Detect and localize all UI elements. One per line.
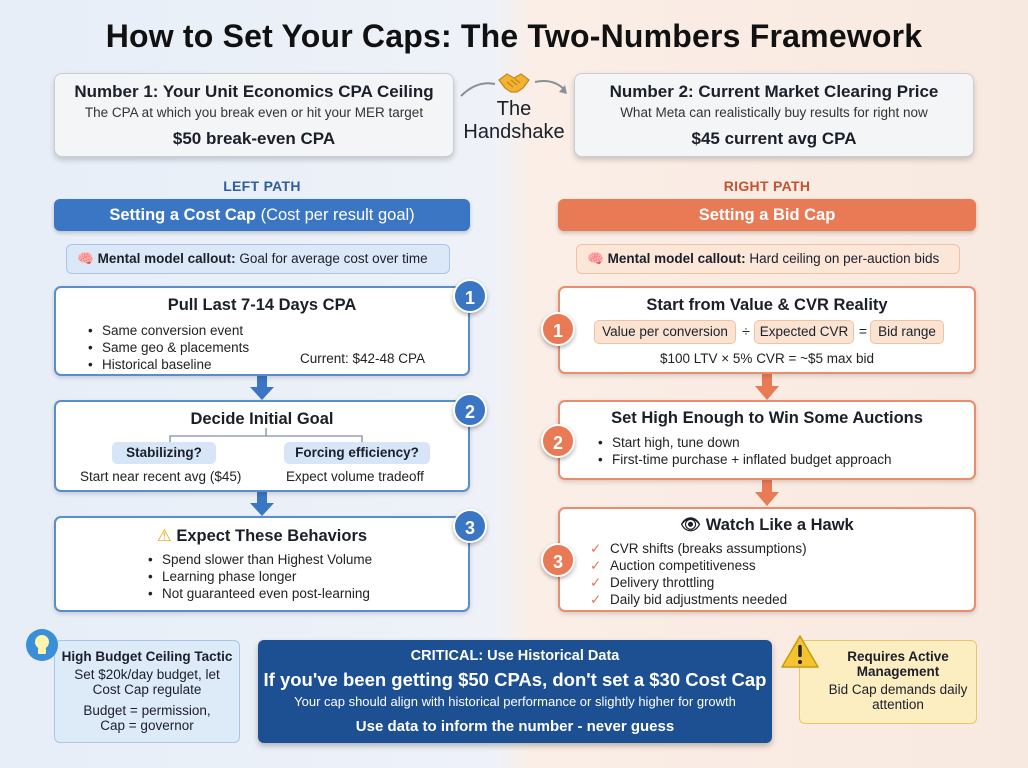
bid-cap-banner-title: Setting a Bid Cap <box>698 206 836 224</box>
tactic-line3: Budget = permission, <box>83 703 211 718</box>
number2-card <box>574 73 974 157</box>
list-item: • Not guaranteed even post-learning <box>148 585 372 602</box>
number1-value: $50 break-even CPA <box>172 129 336 148</box>
expected-cvr-pill: Expected CVR <box>754 320 854 344</box>
right-step-2-bullets <box>598 434 892 468</box>
left-callout-label: Mental model callout: <box>97 251 236 266</box>
critical-sub: Your cap should align with historical performance or slightly higher for growth <box>294 694 736 709</box>
list-item: • Same conversion event <box>88 322 249 339</box>
left-step-1-number: 1 <box>453 279 487 313</box>
left-step-3-heading-row <box>56 526 468 546</box>
left-path-label: LEFT PATH <box>223 178 301 194</box>
stabilizing-option: Stabilizing? <box>112 442 216 464</box>
list-item: • Learning phase longer <box>148 568 372 585</box>
number2-heading: Number 2: Current Market Clearing Price <box>609 82 939 101</box>
management-line2: attention <box>872 697 924 712</box>
list-item: • First-time purchase + inflated budget approach <box>598 451 892 468</box>
brain-icon: 🧠 <box>587 251 604 266</box>
active-management-box <box>799 640 977 724</box>
right-down-arrow-2 <box>753 479 781 507</box>
bid-formula: $100 LTV × 5% CVR = ~$5 max bid <box>660 351 874 366</box>
high-budget-tactic-box <box>54 640 240 743</box>
right-step-1-heading: Start from Value & CVR Reality <box>646 296 888 314</box>
left-step-3-number: 3 <box>453 509 487 543</box>
right-step-2 <box>558 400 976 480</box>
cost-cap-banner-title: Setting a Cost Cap <box>109 206 257 224</box>
left-mental-model-callout <box>66 244 450 274</box>
divide-operator: ÷ <box>742 323 750 339</box>
forcing-efficiency-option: Forcing efficiency? <box>284 442 430 464</box>
right-step-3-bullets <box>590 540 807 608</box>
list-item: • Start high, tune down <box>598 434 892 451</box>
brain-icon: 🧠 <box>77 251 94 266</box>
critical-heading: CRITICAL: Use Historical Data <box>410 648 620 664</box>
tactic-line1: Set $20k/day budget, let <box>74 667 220 682</box>
left-step-1-current: Current: $42-48 CPA <box>300 351 426 366</box>
value-per-conversion-pill: Value per conversion <box>594 320 736 344</box>
left-down-arrow-2 <box>248 491 276 517</box>
tactic-line2: Cost Cap regulate <box>92 682 202 697</box>
right-step-2-heading: Set High Enough to Win Some Auctions <box>611 409 923 427</box>
cost-cap-banner <box>54 199 470 231</box>
warning-icon <box>780 634 820 670</box>
bid-cap-banner <box>558 199 976 231</box>
cost-cap-banner-subtitle: (Cost per result goal) <box>256 206 415 224</box>
list-item: ✓ CVR shifts (breaks assumptions) <box>590 540 807 557</box>
left-down-arrow-1 <box>248 375 276 401</box>
right-step-3-heading-row <box>560 516 974 535</box>
right-step-1 <box>558 286 976 374</box>
right-callout-label: Mental model callout: <box>607 251 746 266</box>
left-step-3-heading: Expect These Behaviors <box>176 527 368 545</box>
right-mental-model-callout <box>576 244 960 274</box>
number1-subtitle: The CPA at which you break even or hit your MER target <box>84 105 424 120</box>
handshake-label <box>452 98 576 144</box>
equals-operator: = <box>858 323 868 339</box>
forcing-efficiency-text: Expect volume tradeoff <box>286 469 424 484</box>
management-heading-2: Management <box>856 664 940 679</box>
list-item: ✓ Daily bid adjustments needed <box>590 591 807 608</box>
right-step-3-heading: Watch Like a Hawk <box>705 516 854 534</box>
number1-card <box>54 73 454 157</box>
critical-main: If you've been getting $50 CPAs, don't set a $30 Cost Cap <box>263 669 767 690</box>
handshake-icon <box>497 70 531 96</box>
critical-footer: Use data to inform the number - never guess <box>355 718 675 735</box>
list-item: ✓ Delivery throttling <box>590 574 807 591</box>
handshake-line2: Handshake <box>463 121 565 143</box>
number2-subtitle: What Meta can realistically buy results for right now <box>620 105 928 120</box>
left-callout-text: Goal for average cost over time <box>235 251 428 266</box>
left-step-2-number: 2 <box>453 393 487 427</box>
list-item: ✓ Auction competitiveness <box>590 557 807 574</box>
management-line1: Bid Cap demands daily <box>828 682 968 697</box>
tactic-line4: Cap = governor <box>100 718 194 733</box>
left-step-1-bullets <box>88 322 249 373</box>
stabilizing-text: Start near recent avg ($45) <box>80 469 242 484</box>
left-step-3-bullets <box>148 551 372 602</box>
right-step-3-number: 3 <box>541 543 575 577</box>
left-step-3 <box>54 516 470 612</box>
left-step-1-heading: Pull Last 7-14 Days CPA <box>167 296 357 314</box>
warning-icon: ⚠ <box>156 527 172 545</box>
right-step-2-number: 2 <box>541 424 575 458</box>
eye-icon: 👁 <box>680 516 702 534</box>
right-path-label: RIGHT PATH <box>723 178 811 194</box>
right-callout-text: Hard ceiling on per-auction bids <box>745 251 940 266</box>
left-step-1 <box>54 286 470 376</box>
lightbulb-icon <box>25 628 59 662</box>
tactic-heading: High Budget Ceiling Tactic <box>61 649 233 664</box>
critical-box <box>258 640 772 743</box>
bid-range-pill: Bid range <box>870 320 944 344</box>
number2-value: $45 current avg CPA <box>691 129 857 148</box>
number1-heading: Number 1: Your Unit Economics CPA Ceiling <box>74 82 434 101</box>
list-item: • Spend slower than Highest Volume <box>148 551 372 568</box>
right-down-arrow-1 <box>753 373 781 401</box>
handshake-line1: The <box>496 98 532 120</box>
left-step-2 <box>54 400 470 492</box>
list-item: • Historical baseline <box>88 356 249 373</box>
list-item: • Same geo & placements <box>88 339 249 356</box>
right-step-1-number: 1 <box>541 312 575 346</box>
management-heading-1: Requires Active <box>847 649 949 664</box>
left-step-2-heading: Decide Initial Goal <box>190 410 334 428</box>
page-title: How to Set Your Caps: The Two-Numbers Framework <box>105 18 923 54</box>
right-step-3 <box>558 507 976 612</box>
